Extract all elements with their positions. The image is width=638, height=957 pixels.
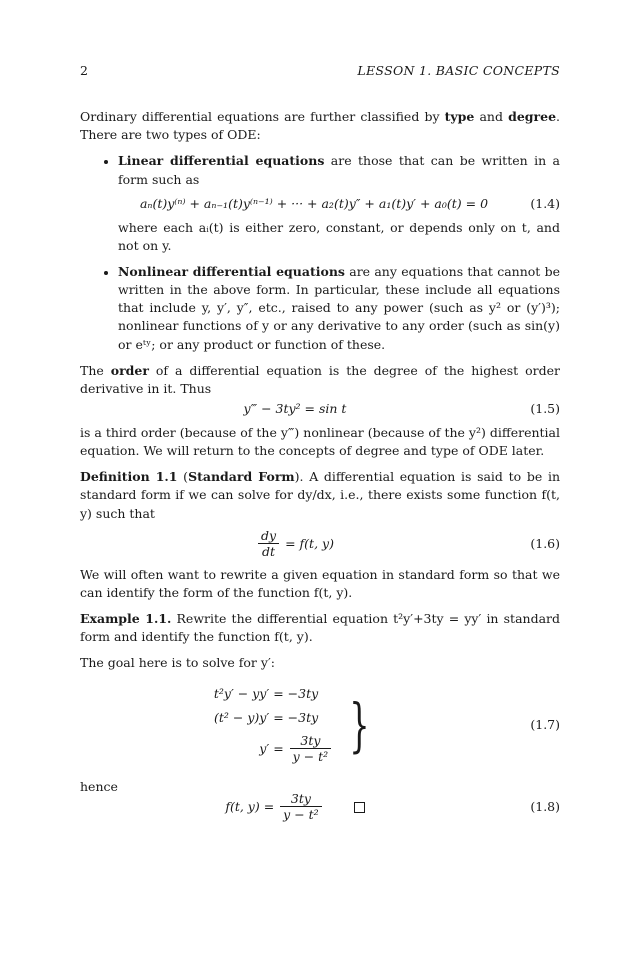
equation-system: t²y′ − yy′ = −3ty (t² − y)y′ = −3ty y′ = $\frac{3ty}{\text{y − t²}}$ [212,682,335,767]
qed-square-icon [354,802,365,813]
linear-explanation: where each aᵢ(t) is either zero, constant, or depends only on t, and not on y. [118,219,560,253]
equation-number: (1.6) [530,536,560,552]
equation-1-6 [80,529,560,560]
equation-number: (1.5) [530,400,560,416]
equation-1-5-expr: y‴ − 3ty² = sin t [243,400,347,416]
order-explanation: is a third order (because of the y‴) nonlinear (because of the y²) differential equation. We will return to the concepts of degree and type of ODE later. [80,425,560,459]
equation-1-8-expr: f(t, y) = $\frac{3ty}{\text{y − t²}}$ [80,792,510,823]
equation-1-4 [118,195,560,213]
degree-term: degree [508,109,557,125]
example-paragraph: Example 1.1. Rewrite the differential equation t²y′+3ty = yy′ in standard form and identify the function f(t, y). [80,610,561,644]
example-label: Example 1.1. [80,610,172,626]
page [80,62,560,829]
order-term: order [110,362,149,378]
type-term: type [444,109,475,125]
definition-label: Definition 1.1 [80,469,178,485]
equation-1-4-expr: aₙ(t)y⁽ⁿ⁾ + aₙ₋₁(t)y⁽ⁿ⁻¹⁾ + ··· + a₂(t)y″ + a₁(t)y′ + a₀(t) = 0 [139,195,489,211]
standard-form-note: We will often want to rewrite a given equation in standard form so that we can identify the form of the function f(t, y). [80,566,560,600]
equation-number: (1.8) [530,799,560,815]
hence-word: hence [80,778,118,794]
intro-paragraph: Ordinary differential equations are further classified by type and degree. There are two types of ODE: [80,109,561,143]
definition-name: Standard Form [188,469,295,485]
linear-term: Linear differential equations [118,153,325,169]
equation-1-6-expr: $\frac{dy}{dt}$ = f(t, y) [80,529,510,560]
equation-1-5 [80,400,560,418]
order-paragraph: The order of a differential equation is the degree of the highest order derivative in it. Thus [80,362,560,396]
goal-sentence: The goal here is to solve for y′: [80,655,275,671]
definition-paragraph: Definition 1.1 (Standard Form). A differential equation is said to be in standard form if we can solve for dy/dx, i.e., there exists some function f(t, y) such that [80,469,560,521]
running-title: LESSON 1. BASIC CONCEPTS [357,63,560,78]
list-item-nonlinear: • Nonlinear differential equations are any equations that cannot be written in the above form. In particular, these include all equations that include y, y′, y″, etc., raised to any power (such as y² or (y′)³); nonlinear functions of y or any derivative to any order (such as sin(y) or eᵗʸ; or any product or function of these. [118,263,560,354]
equation-1-7 [80,682,560,767]
page-number: 2 [80,63,88,78]
right-brace-icon: } [349,690,370,759]
page-header [80,62,560,80]
equation-1-8 [80,792,560,823]
equation-number: (1.4) [530,195,560,211]
equation-number: (1.7) [530,716,560,732]
list-item-linear: • Linear differential equations are those that can be written in a form such as aₙ(t)y⁽ⁿ⁾ + aₙ₋₁(t)y⁽ⁿ⁻¹⁾ + ··· + a₂(t)y″ + a₁(t)y′ + a₀(t) = 0 (1.4) where each aᵢ(t) is either zero, constant, or depends only on t, and not on y. [118,152,560,255]
nonlinear-term: Nonlinear differential equations [118,264,345,279]
ode-type-list [80,152,560,353]
